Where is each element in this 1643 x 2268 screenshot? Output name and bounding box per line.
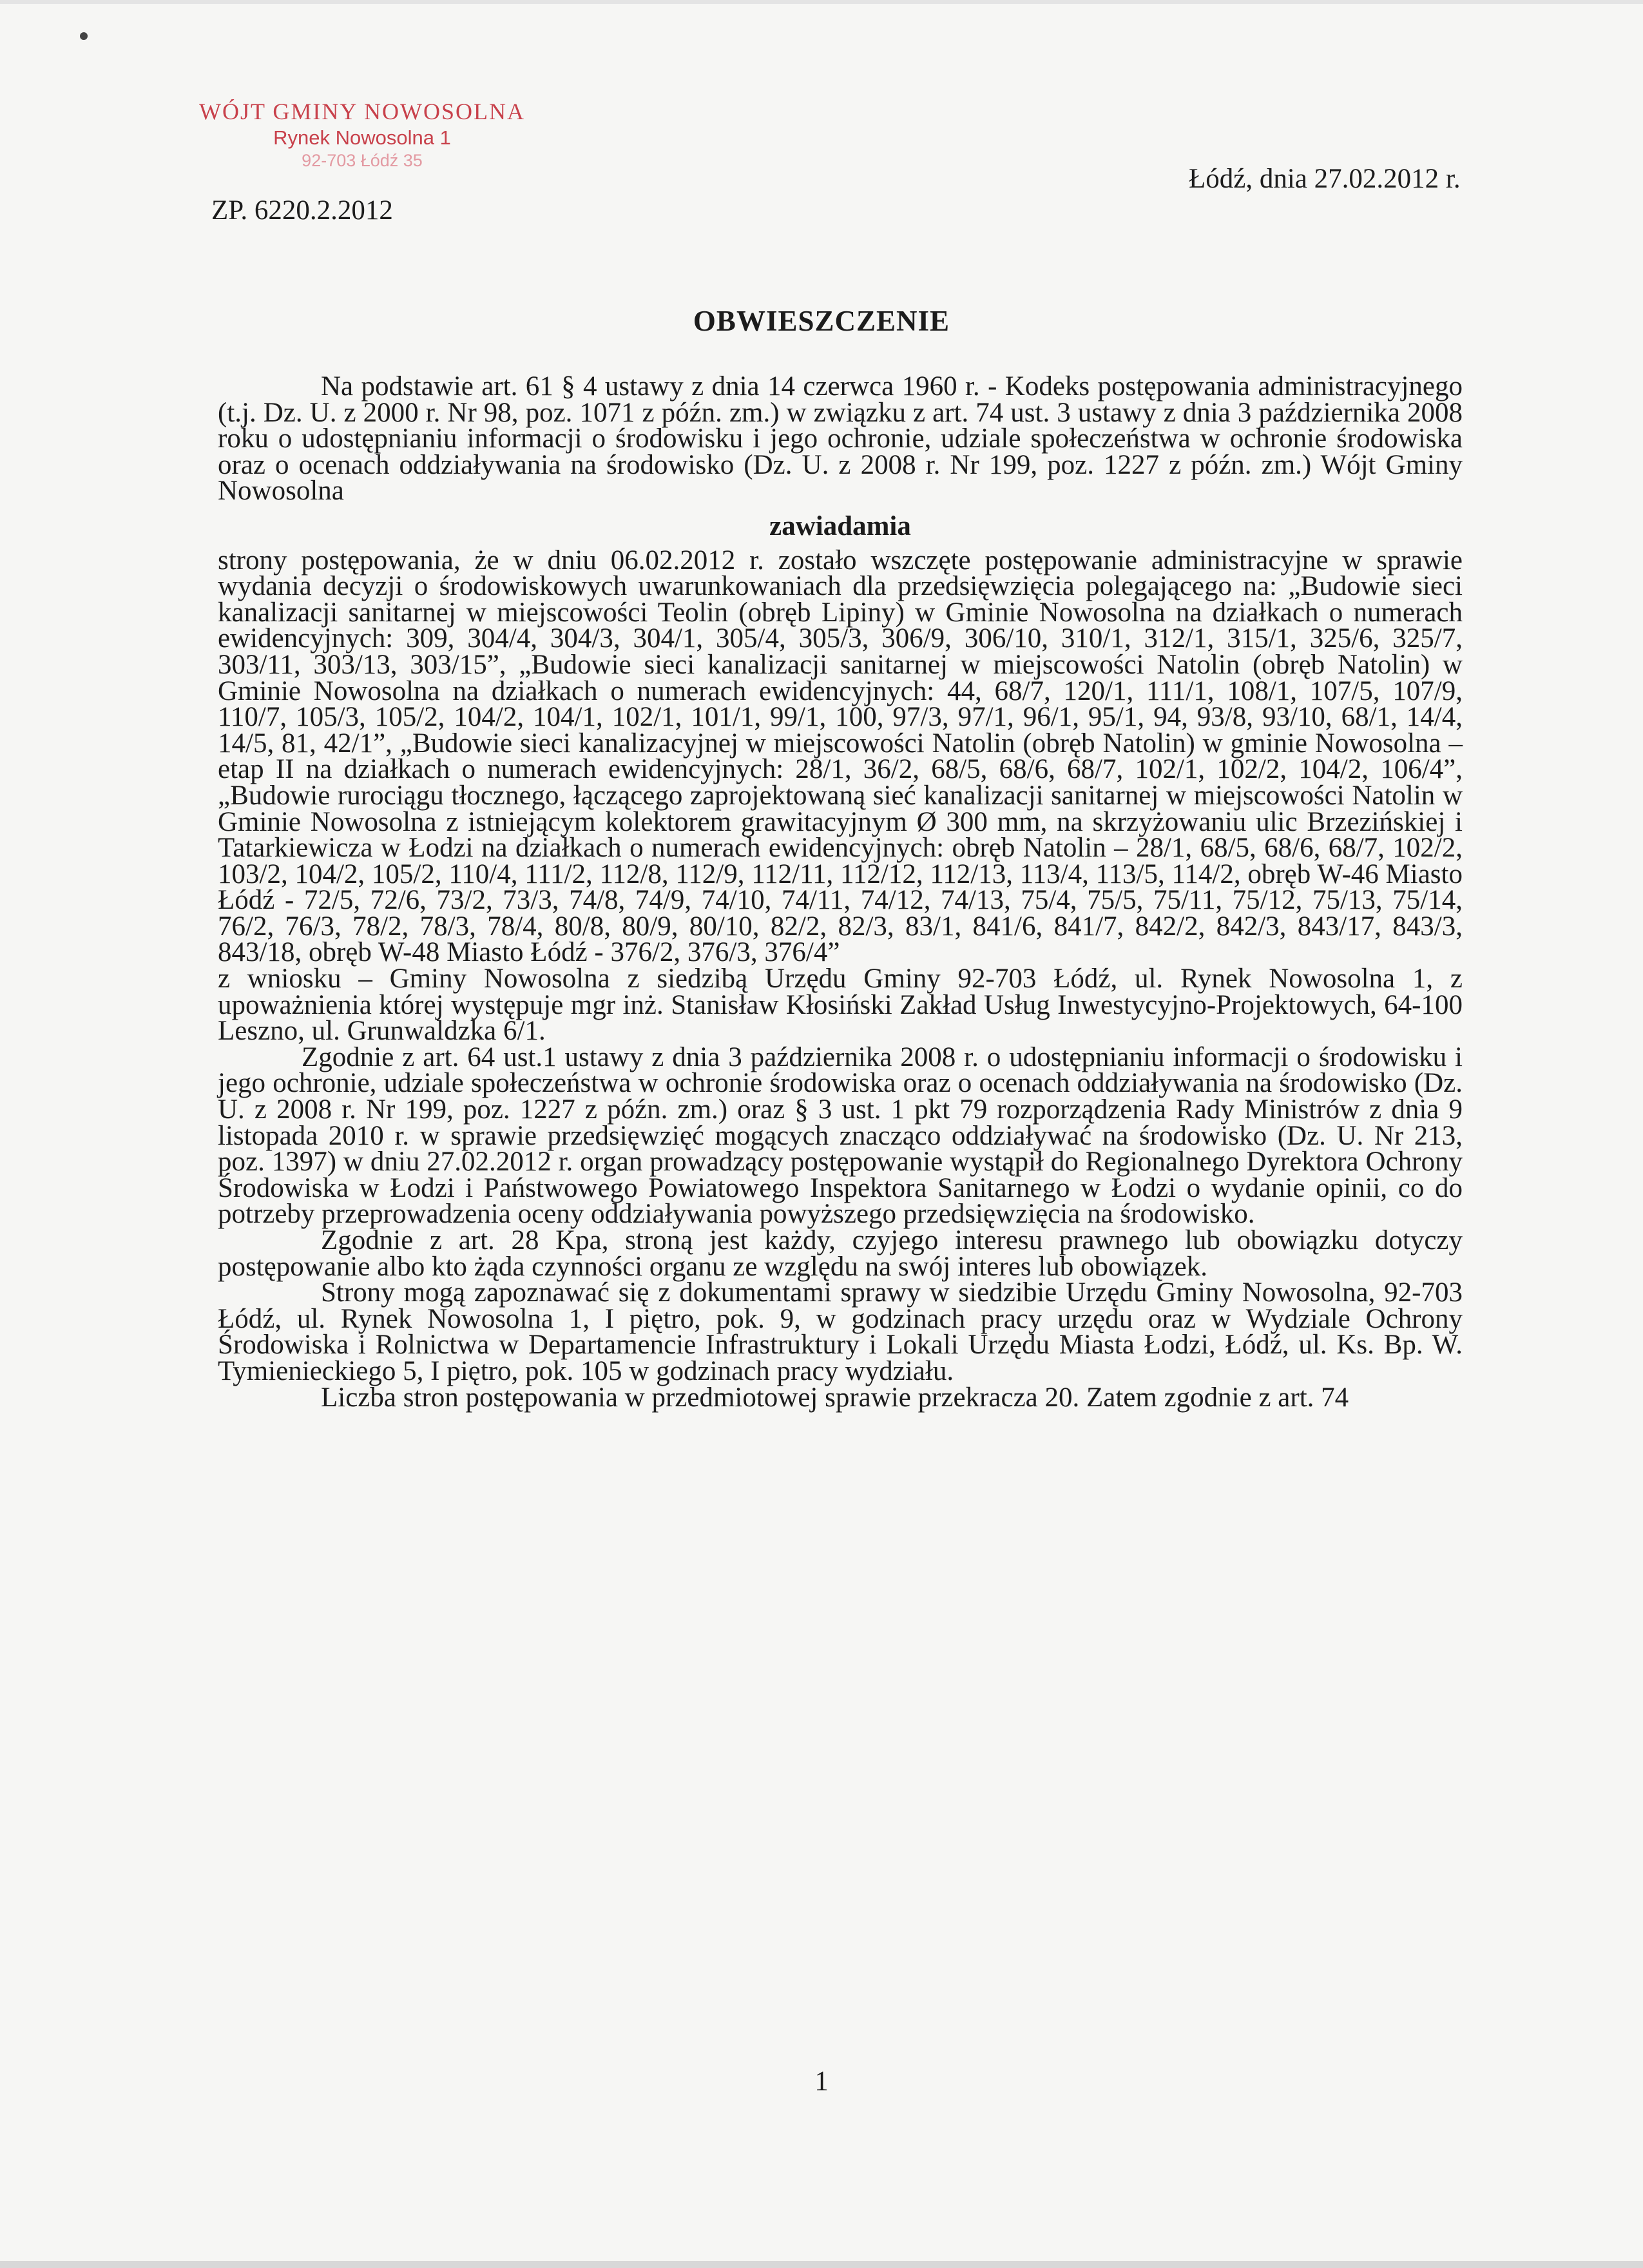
paragraph-party-definition: Zgodnie z art. 28 Kpa, stroną jest każdy, czyjego interesu prawnego lub obowiązku dotyczy postępowanie albo kto żąda czynności organu ze względu na swój interes lub obowiązek. — [218, 1225, 1463, 1282]
paragraph-informs-heading: zawiadamia — [769, 510, 911, 541]
paragraph-document-access: Strony mogą zapoznawać się z dokumentami sprawy w siedzibie Urzędu Gminy Nowosolna, 92-703 Łódź, ul. Rynek Nowosolna 1, I piętro, pok. 9, w godzinach pracy urzędu oraz w Wydziale Ochrony Środowiska i Rolnictwa w Departamencie Infrastruktury i Lokali Urzędu Miasta Łodzi, Łódź, ul. Ks. Bp. W. Tymienieckiego 5, I piętro, pok. 105 w godzinach pracy wydziału. — [218, 1277, 1463, 1386]
paragraph-party-count: Liczba stron postępowania w przedmiotowej sprawie przekracza 20. Zatem zgodnie z art. 74 — [321, 1382, 1349, 1413]
paragraph-opinion-request: Zgodnie z art. 64 ust.1 ustawy z dnia 3 października 2008 r. o udostępnianiu informacji o środowisku i jego ochronie, udziale społeczeństwa w ochronie środowiska oraz o ocenach oddziaływania na środowisko (Dz. U. z 2008 r. Nr 199, poz. 1227 z późn. zm.) oraz § 3 ust. 1 pkt 79 rozporządzenia Rady Ministrów z dnia 9 listopada 2010 r. w sprawie przedsięwzięć mogących znacząco oddziaływać na środowisko (Dz. U. Nr 213, poz. 1397) w dniu 27.02.2012 r. organ prowadzący postępowanie wystąpił do Regionalnego Dyrektora Ochrony Środowiska w Łodzi i Państwowego Powiatowego Inspektora Sanitarnego w Łodzi o wydanie opinii, co do potrzeby przeprowadzenia oceny oddziaływania powyższego przedsięwzięcia na środowisko. — [218, 1042, 1463, 1230]
paragraph-proceedings: strony postępowania, że w dniu 06.02.2012 r. zostało wszczęte postępowanie administracyjne w sprawie wydania decyzji o środowiskowych uwarunkowaniach dla przedsięwzięcia polegającego na: „Budowie sieci kanalizacji sanitarnej w miejscowości Teolin (obręb Lipiny) w Gminie Nowosolna na działkach o numerach ewidencyjnych: 309, 304/4, 304/3, 304/1, 305/4, 305/3, 306/9, 306/10, 310/1, 312/1, 315/1, 325/6, 325/7, 303/11, 303/13, 303/15”, „Budowie sieci kanalizacji sanitarnej w miejscowości Natolin (obręb Natolin) w Gminie Nowosolna na działkach o numerach ewidencyjnych: 44, 68/7, 120/1, 111/1, 108/1, 107/5, 107/9, 110/7, 105/3, 105/2, 104/2, 104/1, 102/1, 101/1, 99/1, 100, 97/3, 97/1, 96/1, 95/1, 94, 93/8, 93/10, 68/1, 14/4, 14/5, 81, 42/1”, „Budowie sieci kanalizacyjnej w miejscowości Natolin (obręb Natolin) w gminie Nowosolna – etap II na działkach o numerach ewidencyjnych: 28/1, 36/2, 68/5, 68/6, 68/7, 102/1, 102/2, 104/2, 106/4”, „Budowie rurociągu tłocznego, łączącego zaprojektowaną sieć kanalizacji sanitarnej w miejscowości Natolin w Gminie Nowosolna z istniejącym kolektorem grawitacyjnym Ø 300 mm, na skrzyżowaniu ulic Brzezińskiej i Tatarkiewicza w Łodzi na działkach o numerach ewidencyjnych: obręb Natolin – 28/1, 68/5, 68/6, 68/7, 102/2, 103/2, 104/2, 105/2, 110/4, 111/2, 112/8, 112/9, 112/11, 112/12, 112/13, 113/4, 113/5, 114/2, obręb W-46 Miasto Łódź - 72/5, 72/6, 73/2, 73/3, 74/8, 74/9, 74/10, 74/11, 74/12, 74/13, 75/4, 75/5, 75/11, 75/12, 75/13, 75/14, 76/2, 76/3, 78/2, 78/3, 78/4, 80/8, 80/9, 80/10, 82/2, 82/3, 83/1, 841/6, 841/7, 842/2, 842/3, 843/17, 843/3, 843/18, obręb W-48 Miasto Łódź - 376/2, 376/3, 376/4” — [218, 545, 1463, 968]
paragraph-legal-basis: Na podstawie art. 61 § 4 ustawy z dnia 14 czerwca 1960 r. - Kodeks postępowania administracyjnego (t.j. Dz. U. z 2000 r. Nr 98, poz. 1071 z późn. zm.) w związku z art. 74 ust. 3 ustawy z dnia 3 października 2008 roku o udostępnianiu informacji o środowisku i jego ochronie, udziale społeczeństwa w ochronie środowiska oraz o ocenach oddziaływania na środowisko (Dz. U. z 2008 r. Nr 199, poz. 1227 z późn. zm.) Wójt Gminy Nowosolna — [218, 371, 1463, 507]
document-date: Łódź, dnia 27.02.2012 r. — [1189, 164, 1461, 194]
stamp-line-2: Rynek Nowosolna 1 — [273, 126, 451, 149]
paragraph-applicant: z wniosku – Gminy Nowosolna z siedzibą Urzędu Gminy 92-703 Łódź, ul. Rynek Nowosolna 1, z upoważnienia której występuje mgr inż. Stanisław Kłosiński Zakład Usług Inwestycyjno-Projektowych, 64-100 Leszno, ul. Grunwaldzka 6/1. — [218, 964, 1463, 1047]
office-stamp — [169, 98, 555, 171]
scan-edge-bottom — [0, 2261, 1643, 2268]
document-body — [218, 371, 1463, 1413]
scan-mark — [80, 32, 88, 40]
scan-edge-top — [0, 0, 1643, 4]
stamp-line-3: 92-703 Łódź 35 — [302, 151, 423, 170]
reference-number: ZP. 6220.2.2012 — [211, 195, 393, 226]
stamp-line-1: WÓJT GMINY NOWOSOLNA — [199, 99, 525, 124]
document-title: OBWIESZCZENIE — [693, 305, 950, 337]
page-number: 1 — [814, 2066, 829, 2097]
